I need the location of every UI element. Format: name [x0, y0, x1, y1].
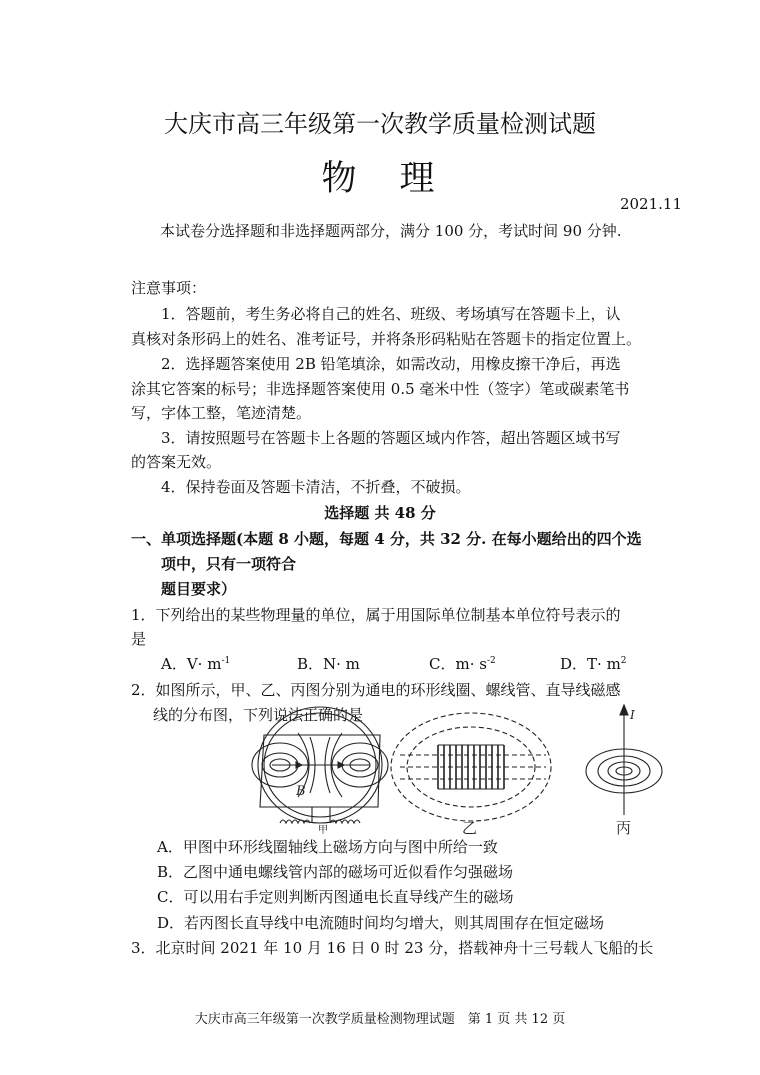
exam-date: 2021.11 — [619, 195, 682, 213]
notice-line: 的答案无效。 — [131, 453, 222, 471]
q2-figure — [250, 697, 670, 837]
straight-wire-diagram — [586, 705, 662, 837]
figure-label-bing: 丙 — [616, 819, 632, 837]
q1-option-d-text: D．T· m — [560, 655, 621, 673]
notice-line: 3．请按照题号在答题卡上各题的答题区域内作答，超出答题区域书写 — [161, 429, 621, 447]
q2-option-a: A．甲图中环形线圈轴线上磁场方向与图中所给一致 — [157, 838, 498, 856]
solenoid-diagram — [391, 713, 551, 837]
notice-line: 真核对条形码上的姓名、准考证号，并将条形码粘贴在答题卡的指定位置上。 — [131, 330, 642, 348]
part-heading-line3: 题目要求） — [161, 580, 237, 598]
q2-stem: 2．如图所示，甲、乙、丙图分别为通电的环形线圈、螺线管、直导线磁感 — [131, 681, 621, 699]
q1-option-a-exp: -1 — [221, 656, 231, 666]
q2-option-b: B．乙图中通电螺线管内部的磁场可近似看作匀强磁场 — [157, 863, 514, 881]
notice-line: 写，字体工整，笔迹清楚。 — [131, 404, 312, 422]
q2-option-c: C．可以用右手定则判断丙图通电长直导线产生的磁场 — [157, 888, 514, 906]
part-heading: 一、单项选择题(本题 8 小题，每题 4 分，共 32 分. 在每小题给出的四个选 — [131, 530, 642, 548]
notice-line: 涂其它答案的标号；非选择题答案使用 0.5 毫米中性（签字）笔或碳素笔书 — [131, 380, 630, 398]
q1-option-b: B．N· m — [297, 655, 360, 673]
q3-stem: 3．北京时间 2021 年 10 月 16 日 0 时 23 分，搭载神舟十三号载人飞船的长 — [131, 939, 654, 957]
figure-label-jia: 甲 — [318, 825, 328, 836]
exam-intro: 本试卷分选择题和非选择题两部分，满分 100 分，考试时间 90 分钟. — [160, 222, 622, 240]
field-label-b: B — [296, 784, 306, 799]
notice-line: 4．保持卷面及答题卡清洁，不折叠，不破损。 — [161, 478, 471, 496]
q1-stem-line2: 是 — [131, 630, 147, 648]
figure-label-yi: 乙 — [462, 819, 478, 837]
section-title: 选择题 共 48 分 — [324, 504, 436, 522]
q1-option-c-exp: -2 — [486, 656, 496, 666]
q2-option-d: D．若丙图长直导线中电流随时间均匀增大，则其周围存在恒定磁场 — [157, 914, 605, 932]
ring-coil-diagram — [252, 707, 388, 836]
q1-option-a-text: A．V· m — [161, 655, 222, 673]
q1-option-d — [560, 653, 627, 674]
q1-option-a — [161, 653, 230, 674]
notice-heading: 注意事项： — [131, 279, 207, 297]
subject-title: 物 理 — [321, 159, 439, 199]
current-label-i: I — [630, 708, 635, 722]
q1-stem: 1．下列给出的某些物理量的单位，属于用国际单位制基本单位符号表示的 — [131, 606, 621, 624]
q1-option-c-text: C．m· s — [429, 655, 487, 673]
q1-option-c — [429, 653, 496, 674]
exam-title: 大庆市高三年级第一次教学质量检测试题 — [164, 110, 596, 138]
part-heading-line2: 项中，只有一项符合 — [161, 555, 297, 573]
notice-line: 1．答题前，考生务必将自己的姓名、班级、考场填写在答题卡上，认 — [161, 305, 621, 323]
q1-option-d-exp: 2 — [620, 656, 627, 666]
notice-line: 2．选择题答案使用 2B 铅笔填涂，如需改动，用橡皮擦干净后，再选 — [161, 355, 621, 373]
page-footer: 大庆市高三年级第一次教学质量检测物理试题 第 1 页 共 12 页 — [194, 1012, 566, 1027]
q2-stem-line2: 线的分布图，下列说法正确的是 — [153, 706, 364, 724]
